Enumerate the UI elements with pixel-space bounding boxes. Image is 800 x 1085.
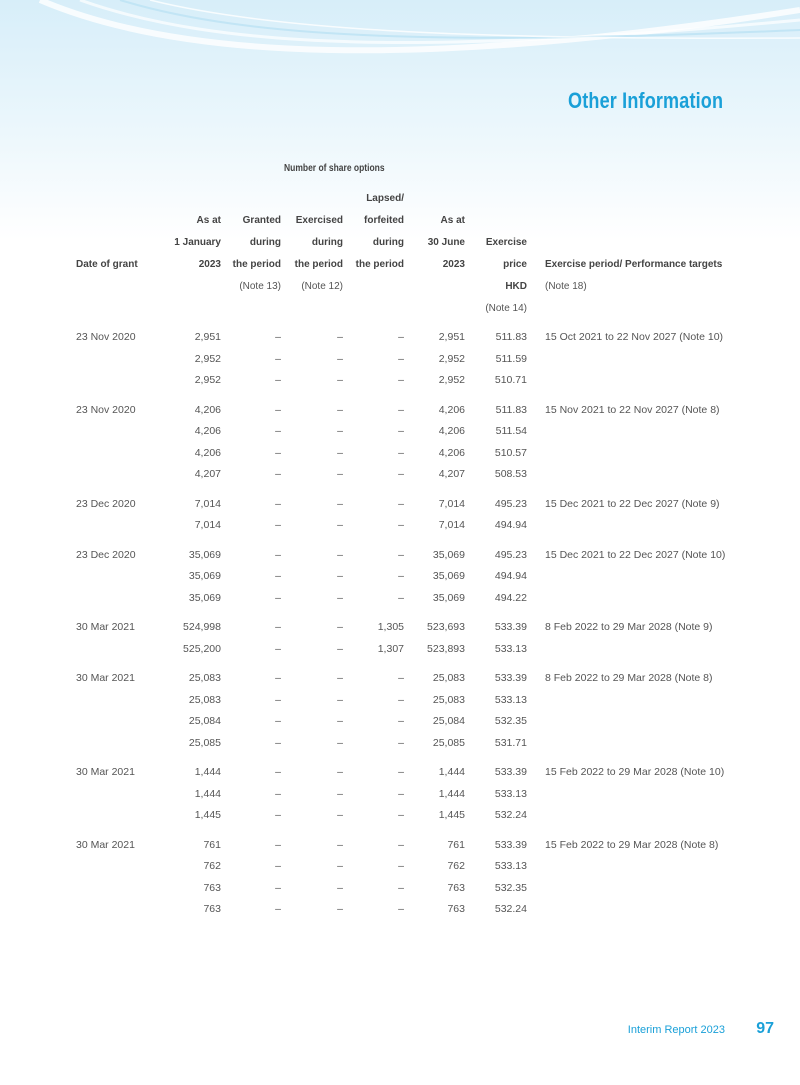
- value-price: 510.57: [494, 446, 527, 459]
- grant-date: 23 Nov 2020: [76, 331, 136, 343]
- note-granted: (Note 13): [239, 281, 281, 292]
- value-jan: 4,206: [194, 446, 221, 459]
- table-row: [0, 495, 800, 517]
- value-jan: 762: [203, 860, 221, 872]
- value-lapsed: –: [398, 838, 404, 851]
- value-lapsed: –: [398, 881, 404, 894]
- value-exercised: –: [337, 621, 343, 633]
- value-exercised: –: [337, 468, 343, 480]
- value-jan: 1,444: [194, 766, 221, 778]
- value-price: 531.71: [494, 736, 527, 749]
- value-jan: 7,014: [194, 519, 221, 531]
- value-exercised: –: [337, 903, 343, 915]
- header-granted-2: during: [249, 237, 281, 248]
- value-price: 532.24: [494, 903, 527, 915]
- table-row: [0, 401, 800, 423]
- value-price: 533.39: [494, 766, 527, 778]
- grant-date: 23 Nov 2020: [76, 403, 136, 416]
- header-exercised-1: Exercised: [295, 215, 343, 226]
- value-jan: 35,069: [188, 548, 221, 561]
- group-header: Number of share options: [284, 163, 385, 174]
- value-jun: 7,014: [438, 519, 465, 531]
- value-lapsed: –: [398, 693, 404, 706]
- value-jan: 25,085: [188, 736, 221, 749]
- value-granted: –: [275, 519, 281, 531]
- value-exercised: –: [337, 331, 343, 343]
- grant-date: 30 Mar 2021: [76, 766, 135, 778]
- header-jun-1: As at: [440, 215, 465, 226]
- value-granted: –: [275, 766, 281, 778]
- value-granted: –: [275, 736, 281, 749]
- note-period: (Note 18): [545, 281, 587, 292]
- value-jun: 4,206: [438, 403, 465, 416]
- value-exercised: –: [337, 736, 343, 749]
- table-row: [0, 444, 800, 466]
- table-group: [0, 495, 800, 538]
- value-granted: –: [275, 446, 281, 459]
- table-group: [0, 618, 800, 661]
- value-jun: 1,444: [438, 787, 465, 800]
- value-exercised: –: [337, 838, 343, 851]
- table-row: [0, 691, 800, 713]
- value-jan: 4,207: [194, 468, 221, 480]
- header-jan-3: 2023: [198, 259, 221, 270]
- exercise-period: 15 Oct 2021 to 22 Nov 2027 (Note 10): [545, 331, 724, 343]
- value-exercised: –: [337, 715, 343, 727]
- value-exercised: –: [337, 881, 343, 894]
- value-granted: –: [275, 693, 281, 706]
- value-jan: 761: [203, 838, 221, 851]
- value-exercised: –: [337, 497, 343, 510]
- value-granted: –: [275, 838, 281, 851]
- value-jan: 25,083: [188, 693, 221, 706]
- value-jan: 1,444: [194, 787, 221, 800]
- value-exercised: –: [337, 519, 343, 531]
- value-lapsed: –: [398, 715, 404, 727]
- value-jun: 2,952: [438, 352, 465, 365]
- value-granted: –: [275, 642, 281, 655]
- value-jun: 762: [447, 860, 465, 872]
- table-group: [0, 669, 800, 755]
- value-lapsed: –: [398, 331, 404, 343]
- table-group: [0, 401, 800, 487]
- value-jun: 35,069: [432, 591, 465, 604]
- table-row: [0, 640, 800, 662]
- value-price: 533.13: [494, 642, 527, 655]
- value-granted: –: [275, 903, 281, 915]
- exercise-period: 15 Nov 2021 to 22 Nov 2027 (Note 8): [545, 403, 720, 416]
- value-price: 494.94: [494, 570, 527, 582]
- table-row: [0, 785, 800, 807]
- value-granted: –: [275, 809, 281, 821]
- value-exercised: –: [337, 570, 343, 582]
- table-row: [0, 879, 800, 901]
- value-granted: –: [275, 715, 281, 727]
- value-jun: 523,693: [427, 621, 465, 633]
- value-jan: 7,014: [194, 497, 221, 510]
- header-price-1: Exercise: [485, 237, 527, 248]
- table-row: [0, 669, 800, 691]
- value-price: 494.22: [494, 591, 527, 604]
- note-exercised: (Note 12): [301, 281, 343, 292]
- value-granted: –: [275, 570, 281, 582]
- header-price-3: HKD: [505, 281, 527, 292]
- value-price: 495.23: [494, 497, 527, 510]
- value-price: 510.71: [494, 374, 527, 386]
- value-jun: 4,206: [438, 425, 465, 437]
- page-title: Other Information: [567, 88, 723, 113]
- exercise-period: 15 Dec 2021 to 22 Dec 2027 (Note 9): [545, 497, 720, 510]
- value-exercised: –: [337, 446, 343, 459]
- value-jun: 7,014: [438, 497, 465, 510]
- value-jan: 35,069: [188, 591, 221, 604]
- value-granted: –: [275, 374, 281, 386]
- value-exercised: –: [337, 403, 343, 416]
- grant-date: 30 Mar 2021: [76, 621, 135, 633]
- value-lapsed: –: [398, 352, 404, 365]
- value-lapsed: –: [398, 736, 404, 749]
- value-jan: 2,952: [194, 352, 221, 365]
- value-price: 511.59: [495, 352, 527, 365]
- value-exercised: –: [337, 548, 343, 561]
- value-jan: 524,998: [183, 621, 221, 633]
- value-jan: 1,445: [194, 809, 221, 821]
- value-price: 532.35: [494, 715, 527, 727]
- header-lapsed-2: forfeited: [364, 215, 404, 226]
- value-lapsed: –: [398, 519, 404, 531]
- table-row: [0, 371, 800, 393]
- value-jun: 763: [447, 903, 465, 915]
- value-granted: –: [275, 860, 281, 872]
- value-exercised: –: [337, 693, 343, 706]
- table-row: [0, 546, 800, 568]
- note-price: (Note 14): [485, 303, 527, 314]
- table-row: [0, 763, 800, 785]
- grant-date: 30 Mar 2021: [76, 838, 135, 851]
- exercise-period: 15 Feb 2022 to 29 Mar 2028 (Note 10): [545, 766, 725, 778]
- value-price: 495.23: [494, 548, 527, 561]
- table-row: [0, 589, 800, 611]
- value-lapsed: –: [398, 548, 404, 561]
- table-group: [0, 763, 800, 828]
- value-lapsed: –: [398, 860, 404, 872]
- value-jan: 2,952: [194, 374, 221, 386]
- value-jan: 525,200: [183, 642, 221, 655]
- value-granted: –: [275, 425, 281, 437]
- value-exercised: –: [337, 766, 343, 778]
- value-lapsed: 1,307: [377, 642, 404, 655]
- value-price: 511.83: [495, 403, 527, 416]
- value-price: 533.39: [494, 838, 527, 851]
- value-jun: 2,952: [438, 374, 465, 386]
- table-row: [0, 734, 800, 756]
- page-number: 97: [756, 1020, 774, 1037]
- value-price: 508.53: [494, 468, 527, 480]
- table-row: [0, 567, 800, 589]
- value-exercised: –: [337, 809, 343, 821]
- value-price: 532.24: [494, 809, 527, 821]
- table-row: [0, 836, 800, 858]
- value-lapsed: –: [398, 468, 404, 480]
- value-lapsed: –: [398, 766, 404, 778]
- table-row: [0, 712, 800, 734]
- value-granted: –: [275, 468, 281, 480]
- table-row: [0, 516, 800, 538]
- header-exercised-2: during: [311, 237, 343, 248]
- value-jun: 523,893: [427, 642, 465, 655]
- value-jun: 2,951: [438, 331, 465, 343]
- value-jan: 35,069: [188, 570, 221, 582]
- value-jun: 25,084: [432, 715, 465, 727]
- value-price: 532.35: [494, 881, 527, 894]
- grant-date: 23 Dec 2020: [76, 548, 136, 561]
- value-price: 533.13: [494, 787, 527, 800]
- value-lapsed: –: [398, 809, 404, 821]
- value-exercised: –: [337, 352, 343, 365]
- value-granted: –: [275, 403, 281, 416]
- value-granted: –: [275, 881, 281, 894]
- value-price: 511.54: [495, 425, 527, 437]
- value-jan: 25,083: [188, 672, 221, 684]
- value-jan: 2,951: [194, 331, 221, 343]
- value-jan: 763: [203, 903, 221, 915]
- header-jun-2: 30 June: [427, 237, 465, 248]
- footer-report-title: Interim Report 2023: [627, 1024, 725, 1036]
- value-lapsed: –: [398, 672, 404, 684]
- value-price: 494.94: [494, 519, 527, 531]
- table-row: [0, 422, 800, 444]
- value-exercised: –: [337, 591, 343, 604]
- exercise-period: 15 Dec 2021 to 22 Dec 2027 (Note 10): [545, 548, 726, 561]
- exercise-period: 15 Feb 2022 to 29 Mar 2028 (Note 8): [545, 838, 719, 851]
- table-row: [0, 857, 800, 879]
- value-granted: –: [275, 591, 281, 604]
- value-lapsed: –: [398, 446, 404, 459]
- exercise-period: 8 Feb 2022 to 29 Mar 2028 (Note 9): [545, 621, 713, 633]
- value-lapsed: –: [398, 787, 404, 800]
- table-row: [0, 618, 800, 640]
- value-jun: 4,207: [438, 468, 465, 480]
- value-jun: 35,069: [432, 570, 465, 582]
- header-price-2: price: [503, 259, 527, 270]
- value-jun: 1,444: [438, 766, 465, 778]
- value-lapsed: 1,305: [377, 621, 404, 633]
- value-exercised: –: [337, 672, 343, 684]
- value-jan: 4,206: [194, 403, 221, 416]
- value-exercised: –: [337, 374, 343, 386]
- table-row: [0, 350, 800, 372]
- header-granted-1: Granted: [242, 215, 281, 226]
- value-jan: 763: [203, 881, 221, 894]
- value-jun: 25,085: [432, 736, 465, 749]
- value-lapsed: –: [398, 425, 404, 437]
- header-lapsed-1: Lapsed/: [366, 193, 404, 204]
- value-jun: 25,083: [432, 693, 465, 706]
- value-price: 533.13: [494, 860, 527, 872]
- value-jun: 1,445: [438, 809, 465, 821]
- value-jun: 25,083: [432, 672, 465, 684]
- value-lapsed: –: [398, 403, 404, 416]
- value-lapsed: –: [398, 903, 404, 915]
- value-granted: –: [275, 331, 281, 343]
- table-row: [0, 806, 800, 828]
- header-jun-3: 2023: [442, 259, 465, 270]
- value-price: 533.39: [494, 672, 527, 684]
- value-exercised: –: [337, 425, 343, 437]
- header-lapsed-3: during: [372, 237, 404, 248]
- grant-date: 30 Mar 2021: [76, 672, 135, 684]
- header-period: Exercise period/ Performance targets: [545, 259, 723, 270]
- table-group: [0, 546, 800, 611]
- value-lapsed: –: [398, 497, 404, 510]
- value-jan: 25,084: [188, 715, 221, 727]
- header-jan-1: As at: [196, 215, 221, 226]
- exercise-period: 8 Feb 2022 to 29 Mar 2028 (Note 8): [545, 672, 713, 684]
- value-lapsed: –: [398, 374, 404, 386]
- value-exercised: –: [337, 787, 343, 800]
- table-group: [0, 836, 800, 922]
- header-exercised-3: the period: [294, 259, 343, 270]
- value-exercised: –: [337, 642, 343, 655]
- value-granted: –: [275, 621, 281, 633]
- header-date: Date of grant: [76, 259, 138, 270]
- table-row: [0, 900, 800, 922]
- header-jan-2: 1 January: [174, 237, 221, 248]
- value-exercised: –: [337, 860, 343, 872]
- value-granted: –: [275, 548, 281, 561]
- table-group: [0, 328, 800, 393]
- table-body: [0, 328, 800, 930]
- value-price: 533.39: [494, 621, 527, 633]
- table-row: [0, 465, 800, 487]
- value-price: 511.83: [495, 331, 527, 343]
- value-granted: –: [275, 352, 281, 365]
- value-granted: –: [275, 787, 281, 800]
- value-jun: 761: [447, 838, 465, 851]
- value-jun: 4,206: [438, 446, 465, 459]
- value-granted: –: [275, 672, 281, 684]
- value-jun: 35,069: [432, 548, 465, 561]
- value-granted: –: [275, 497, 281, 510]
- grant-date: 23 Dec 2020: [76, 497, 136, 510]
- table-row: [0, 328, 800, 350]
- value-lapsed: –: [398, 591, 404, 604]
- value-jan: 4,206: [194, 425, 221, 437]
- value-lapsed: –: [398, 570, 404, 582]
- header-lapsed-4: the period: [355, 259, 404, 270]
- value-price: 533.13: [494, 693, 527, 706]
- value-jun: 763: [447, 881, 465, 894]
- header-granted-3: the period: [232, 259, 281, 270]
